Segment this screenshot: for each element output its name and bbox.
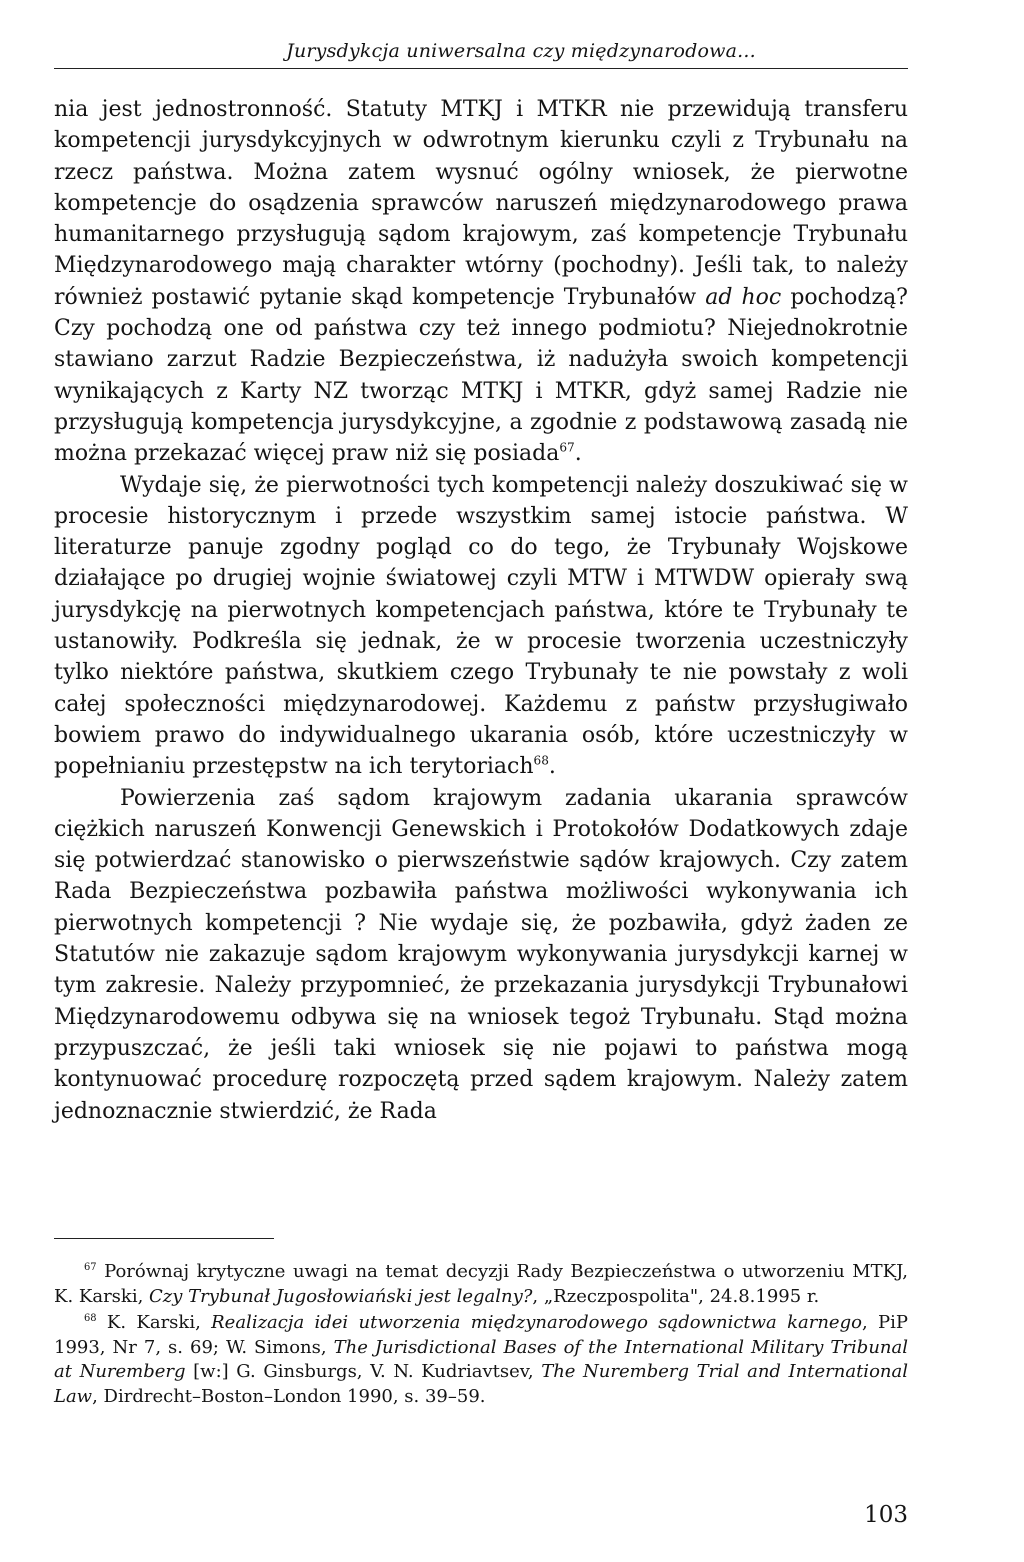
fn68-title-3: The Nuremberg Trial and International Law: [54, 1361, 908, 1407]
header-rule: [54, 68, 908, 69]
p3-text: Powierzenia zaś sądom krajowym zadania ukarania sprawców ciężkich naruszeń Konwencji Genewskich i Protokołów Dodatkowych zdaje się potwierdzać stanowisko o pierwszeństwie sądów krajowych. Czy zatem Rada Bezpieczeństwa pozbawiła państwa możliwości wykonywania ich pierwotnych kompetencji ? Nie wydaje się, że pozbawiła, gdyż żaden ze Statutów nie zakazuje sądom krajowym wykonywania jurysdykcji karnej w tym zakresie. Należy przypomnieć, że przekazania jurysdykcji Trybunałowi Międzynarodowemu odbywa się na wniosek tegoż Trybunału. Stąd można przypuszczać, że jeśli taki wniosek się nie pojawi to państwa mogą kontynuować procedurę rozpoczętą przed sądem krajowym. Należy zatem jednoznacznie stwierdzić, że Rada: [54, 785, 908, 1124]
book-page: [54, 0, 908, 1562]
footnote-68-number: 68: [84, 1313, 97, 1325]
footnote-67-number: 67: [84, 1262, 97, 1273]
fn67-title: Czy Trybunał Jugosłowiański jest legalny?: [149, 1285, 533, 1307]
fn68-text-b: , PiP 1993, Nr 7, s. 69; W. Simons,: [54, 1312, 908, 1358]
fn68-title-1: Realizacja idei utworzenia międzynarodowego sądownictwa karnego: [211, 1312, 862, 1334]
fn68-title-2: The Jurisdictional Bases of the International Military Tribunal at Nuremberg: [54, 1336, 908, 1383]
p1-text-b: pochodzą? Czy pochodzą one od państwa czy też innego podmiotu? Niejednokrotnie stawiano zarzut Radzie Bezpieczeństwa, iż nadużyła swoich kompetencji wynikających z Karty NZ tworząc MTKJ i MTKR, gdyż samej Radzie nie przysługują kompetencja jurysdykcyjne, a zgodnie z podstawową zasadą nie można przekazać więcej praw niż się posiada: [54, 284, 908, 467]
fn67-text-a: Porównaj krytyczne uwagi na temat decyzji Rady Bezpieczeństwa o utworzeniu MTKJ, K. Karski,: [54, 1261, 908, 1307]
running-header: Jurysdykcja uniwersalna czy międzynarodowa...: [286, 40, 756, 62]
footnote-ref-68[interactable]: 68: [533, 753, 549, 768]
footnote-rule: [54, 1238, 274, 1239]
footnote-68: [54, 1311, 908, 1409]
body-text: [54, 94, 908, 1127]
fn68-text-d: , Dirdrecht–Boston–London 1990, s. 39–59.: [92, 1385, 486, 1407]
footnote-67: [54, 1260, 908, 1309]
footnotes: [54, 1260, 908, 1412]
fn68-text-a: K. Karski,: [96, 1312, 212, 1334]
page-number: 103: [864, 1502, 908, 1528]
paragraph-3: [54, 783, 908, 1127]
p1-text-a: nia jest jednostronność. Statuty MTKJ i MTKR nie przewidują transferu kompetencji jurysdykcyjnych w odwrotnym kierunku czyli z Trybunału na rzecz państwa. Można zatem wysnuć ogólny wniosek, że pierwotne kompetencje do osądzenia sprawców naruszeń międzynarodowego prawa humanitarnego przysługują sądom krajowym, zaś kompetencje Trybunału Międzynarodowego mają charakter wtórny (pochodny). Jeśli tak, to należy również postawić pytanie skąd kompetencje Trybunałów: [54, 97, 908, 310]
fn68-text-c: [w:] G. Ginsburgs, V. N. Kudriavtsev,: [185, 1361, 542, 1383]
p1-italic-adhoc: ad hoc: [705, 284, 782, 310]
footnote-ref-67[interactable]: 67: [559, 440, 575, 455]
p2-end: .: [548, 754, 556, 780]
fn67-text-b: , „Rzeczpospolita", 24.8.1995 r.: [532, 1285, 820, 1307]
p1-end: .: [574, 441, 582, 467]
p2-text: Wydaje się, że pierwotności tych kompetencji należy doszukiwać się w procesie historycznym i przede wszystkim samej istocie państwa. W literaturze panuje zgodny pogląd co do tego, że Trybunały Wojskowe działające po drugiej wojnie światowej czyli MTW i MTWDW opierały swą jurysdykcję na pierwotnych kompetencjach państwa, które te Trybunały te ustanowiły. Podkreśla się jednak, że w procesie tworzenia uczestniczyły tylko niektóre państwa, skutkiem czego Trybunały te nie powstały z woli całej społeczności międzynarodowej. Każdemu z państw przysługiwało bowiem prawo do indywidualnego ukarania osób, które uczestniczyły w popełnianiu przestępstw na ich terytoriach: [54, 472, 908, 780]
paragraph-2: [54, 470, 908, 783]
paragraph-1: [54, 94, 908, 470]
